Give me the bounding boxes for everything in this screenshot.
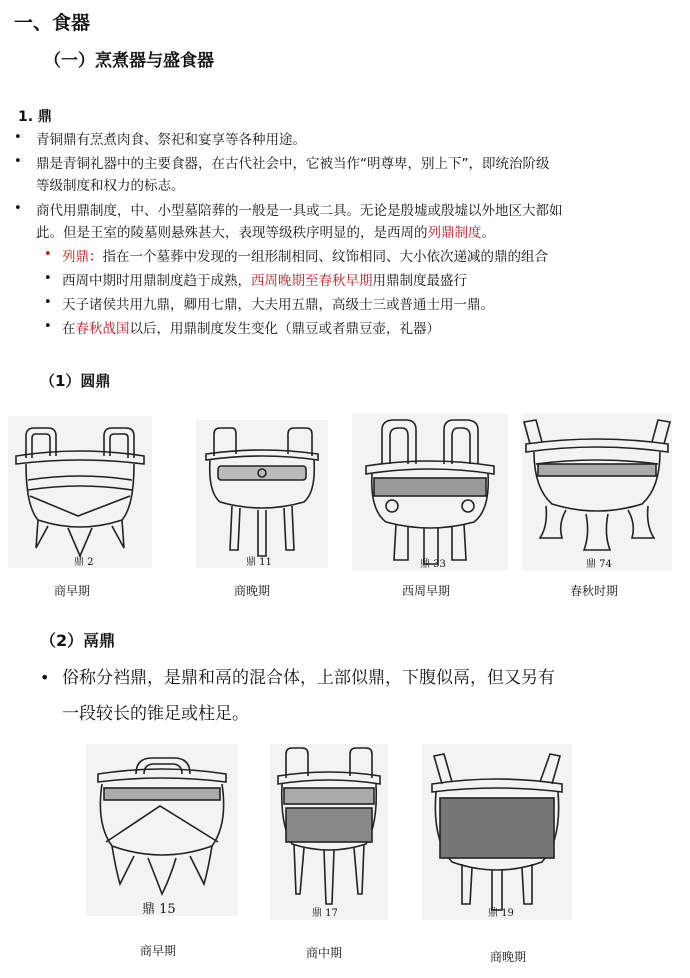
ding-74-figure (522, 414, 672, 570)
period-label: 商晚期 (234, 584, 271, 598)
ding-19-figure (422, 744, 572, 920)
sub-bullet-4-text: 在 (62, 321, 76, 337)
period-label: 商中期 (306, 946, 343, 960)
ding-2-figure (8, 416, 152, 568)
highlight-period: 西周晚期至春秋早期 (251, 273, 373, 289)
ding-17-caption: 鼎 17 (312, 908, 338, 919)
ding-17-figure (270, 744, 388, 920)
period-label: 春秋时期 (570, 584, 619, 598)
ding-74-caption: 鼎 74 (586, 559, 612, 570)
bullet-2-line2: 等级制度和权力的标志。 (36, 178, 185, 194)
ding-15-figure (86, 744, 238, 916)
period-label: 商早期 (140, 944, 177, 958)
ding-2-caption: 鼎 2 (74, 557, 94, 568)
subsection-heading: 1. 鼎 (18, 109, 52, 125)
ding-15-caption: 鼎 15 (142, 902, 176, 917)
sub-bullet-dot: • (44, 319, 52, 334)
sub-bullet-1 (62, 247, 548, 267)
highlight-lieding-system: 列鼎制度 (427, 225, 482, 241)
ding-19-caption: 鼎 19 (488, 908, 514, 919)
bullet-2-line1: 鼎是青铜礼器中的主要食器，在古代社会中，它被当作“明尊卑，别上下”，即统治阶级 (36, 156, 550, 172)
sub-bullet-dot: • (44, 271, 52, 286)
ding-11-caption: 鼎 11 (246, 557, 272, 568)
bullet-1: 青铜鼎有烹煮肉食、祭祀和宴享等各种用途。 (36, 132, 306, 148)
bullet-3-line2 (36, 223, 495, 243)
round-ding-heading: （1）圆鼎 (40, 372, 111, 390)
bullet-dot: • (14, 130, 22, 145)
bullet-3-line1: 商代用鼎制度，中、小型墓陪葬的一般是一具或二具。无论是殷墟或殷墟以外地区大都如 (36, 203, 563, 219)
sub-bullet-4-tail: 以后，用鼎制度发生变化（鼎豆或者鼎豆壶，礼器） (129, 321, 440, 337)
period-label: 商早期 (54, 584, 91, 598)
bullet-dot: • (40, 668, 50, 687)
bullet-3-text: 此。但是王室的陵墓则悬殊甚大，表现等级秩序明显的，是西周的 (36, 225, 428, 241)
sub-bullet-2 (62, 271, 467, 291)
sub-bullet-3: 天子诸侯共用九鼎，卿用七鼎，大夫用五鼎，高级士三或普通士用一鼎。 (62, 297, 494, 313)
period-label: 西周早期 (402, 584, 451, 598)
bullet-dot: • (14, 201, 22, 216)
sub-bullet-2-text: 西周中期时用鼎制度趋于成熟， (62, 273, 251, 289)
ding-33-figure (352, 414, 508, 570)
ding-11-figure (196, 420, 328, 568)
sub-bullet-dot: • (44, 295, 52, 310)
li-ding-heading: （2）鬲鼎 (40, 631, 116, 650)
bullet-3-period: 。 (481, 225, 495, 241)
sub-bullet-1-text: ：指在一个墓葬中发现的一组形制相同、纹饰相同、大小依次递减的鼎的组合 (89, 249, 548, 265)
ding-33-caption: 鼎 33 (420, 559, 446, 570)
highlight-lieding: 列鼎 (62, 249, 89, 265)
highlight-spring-autumn: 春秋战国 (75, 321, 130, 337)
section-heading: （一）烹煮器与盛食器 (44, 51, 214, 71)
sub-bullet-dot: • (44, 247, 52, 262)
li-ding-desc-line2: 一段较长的锥足或柱足。 (62, 704, 249, 724)
li-ding-desc-line1: 俗称分裆鼎，是鼎和鬲的混合体，上部似鼎，下腹似鬲，但又另有 (62, 668, 555, 688)
page-title: 一、食器 (14, 12, 91, 34)
period-label: 商晚期 (490, 950, 527, 964)
bullet-dot: • (14, 154, 22, 169)
sub-bullet-4 (62, 319, 440, 339)
sub-bullet-2-tail: 用鼎制度最盛行 (372, 273, 467, 289)
